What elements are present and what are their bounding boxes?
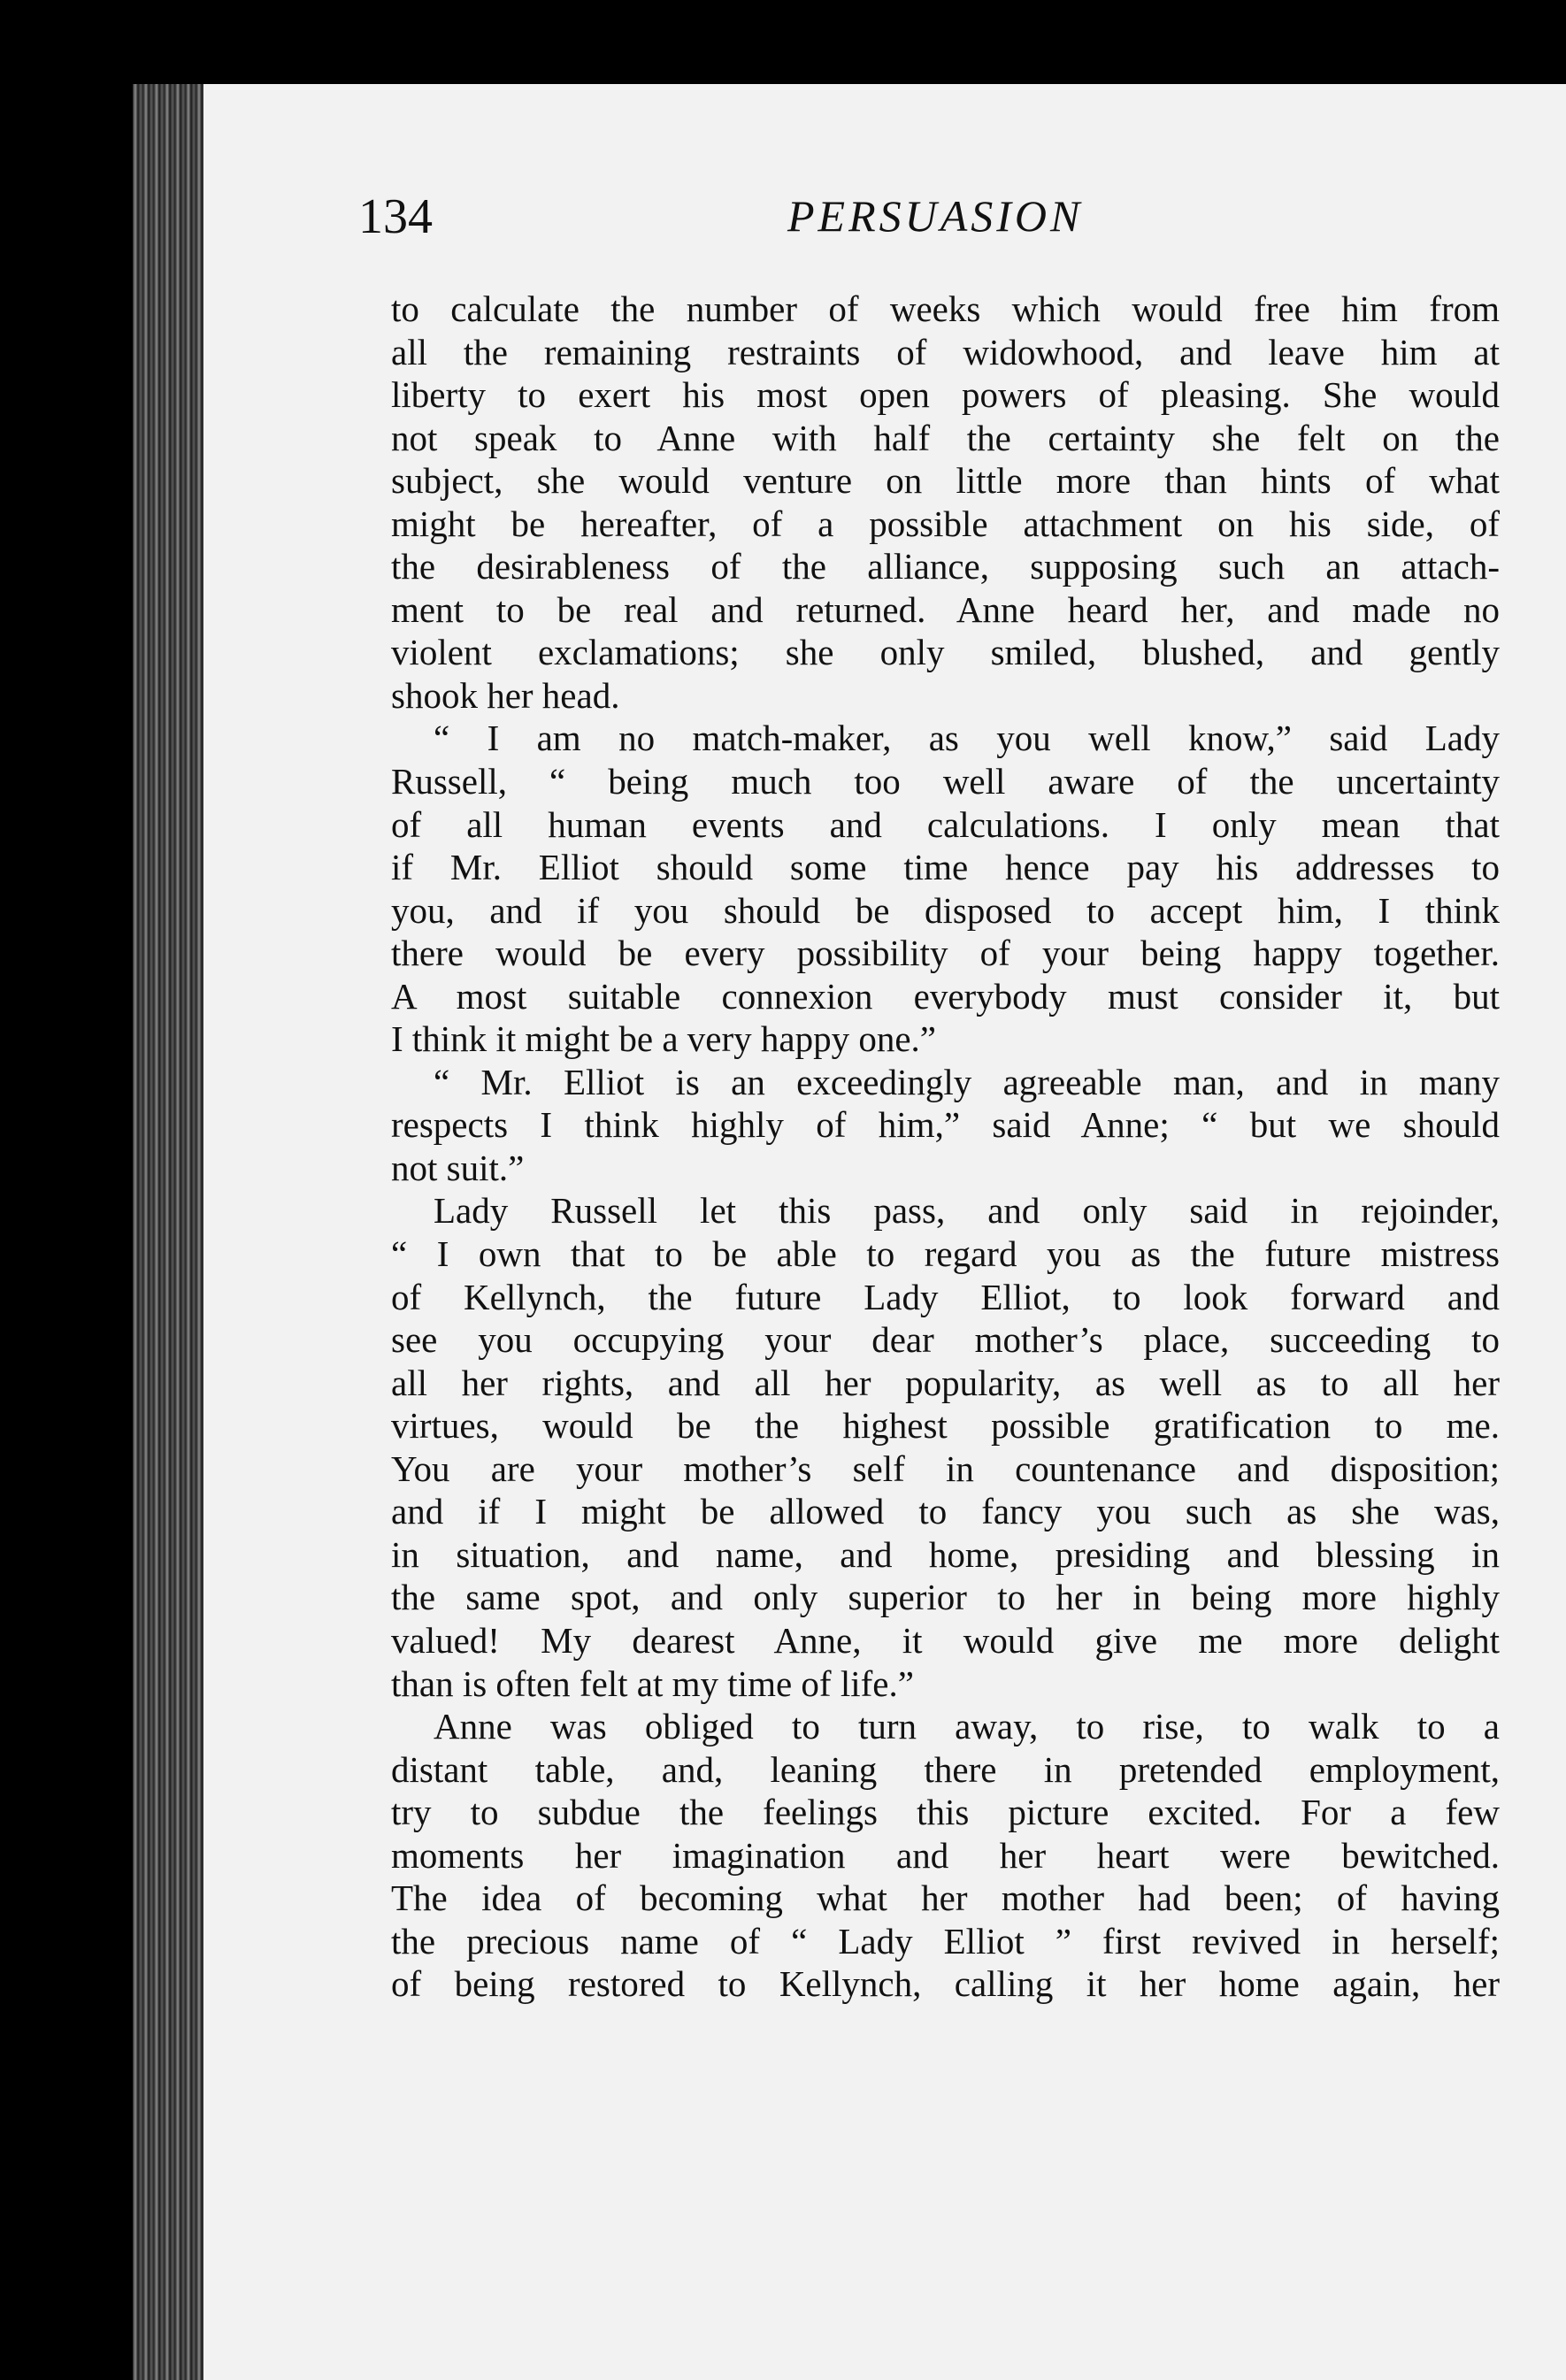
text-line: liberty to exert his most open powers of pleasing. She would [391,374,1500,416]
text-line: violent exclamations; she only smiled, blushed, and gently [391,632,1500,673]
book-binding-gutter [133,84,203,2380]
text-line: of Kellynch, the future Lady Elliot, to look forward and [391,1276,1500,1317]
text-line: Lady Russell let this pass, and only said in rejoinder, [434,1190,1500,1232]
text-line: you, and if you should be disposed to accept him, I think [391,889,1500,931]
text-line: all her rights, and all her popularity, as well as to all her [391,1362,1500,1403]
text-line: all the remaining restraints of widowhood, and leave him at [391,331,1500,372]
text-line: if Mr. Elliot should some time hence pay his addresses to [391,847,1500,888]
page-number: 134 [358,189,433,244]
text-line: distant table, and, leaning there in pretended employment, [391,1748,1500,1790]
text-line: than is often felt at my time of life.” [391,1662,914,1704]
text-line: You are your mother’s self in countenance and disposition; [391,1447,1500,1489]
text-line: A most suitable connexion everybody must consider it, but [391,975,1500,1017]
text-line: “ I am no match-maker, as you well know,” said Lady [434,718,1500,759]
text-line: “ Mr. Elliot is an exceedingly agreeable man, and in many [434,1061,1500,1102]
body-text [391,288,1500,2006]
text-line: not suit.” [391,1147,525,1188]
text-line: not speak to Anne with half the certainty she felt on the [391,417,1500,458]
text-line: there would be every possibility of your being happy together. [391,933,1500,974]
text-line: the same spot, and only superior to her in being more highly [391,1577,1500,1618]
text-line: Russell, “ being much too well aware of the uncertainty [391,761,1500,802]
text-line: of all human events and calculations. I only mean that [391,803,1500,845]
running-title: PERSUASION [787,191,1084,241]
text-line: in situation, and name, and home, presiding and blessing in [391,1533,1500,1575]
text-line: subject, she would venture on little more than hints of what [391,460,1500,502]
text-line: “ I own that to be able to regard you as the future mistress [391,1233,1500,1275]
text-line: virtues, would be the highest possible gratification to me. [391,1405,1500,1447]
book-page [203,84,1566,2380]
text-line: ment to be real and returned. Anne heard her, and made no [391,588,1500,630]
text-line: Anne was obliged to turn away, to rise, to walk to a [434,1706,1500,1747]
text-line: shook her head. [391,674,620,716]
text-line: and if I might be allowed to fancy you such as she was, [391,1491,1500,1532]
text-line: might be hereafter, of a possible attachment on his side, of [391,503,1500,544]
text-line: to calculate the number of weeks which would free him from [391,288,1500,329]
text-line: valued! My dearest Anne, it would give me more delight [391,1619,1500,1661]
text-line: of being restored to Kellynch, calling it her home again, her [391,1963,1500,2005]
text-line: respects I think highly of him,” said Anne; “ but we should [391,1104,1500,1146]
text-line: try to subdue the feelings this picture excited. For a few [391,1792,1500,1833]
text-line: The idea of becoming what her mother had been; of having [391,1877,1500,1919]
text-line: moments her imagination and her heart were bewitched. [391,1834,1500,1876]
text-line: the precious name of “ Lady Elliot ” first revived in herself; [391,1920,1500,1962]
text-line: the desirableness of the alliance, supposing such an attach- [391,546,1500,587]
text-line: I think it might be a very happy one.” [391,1018,936,1060]
text-line: see you occupying your dear mother’s place, succeeding to [391,1319,1500,1361]
